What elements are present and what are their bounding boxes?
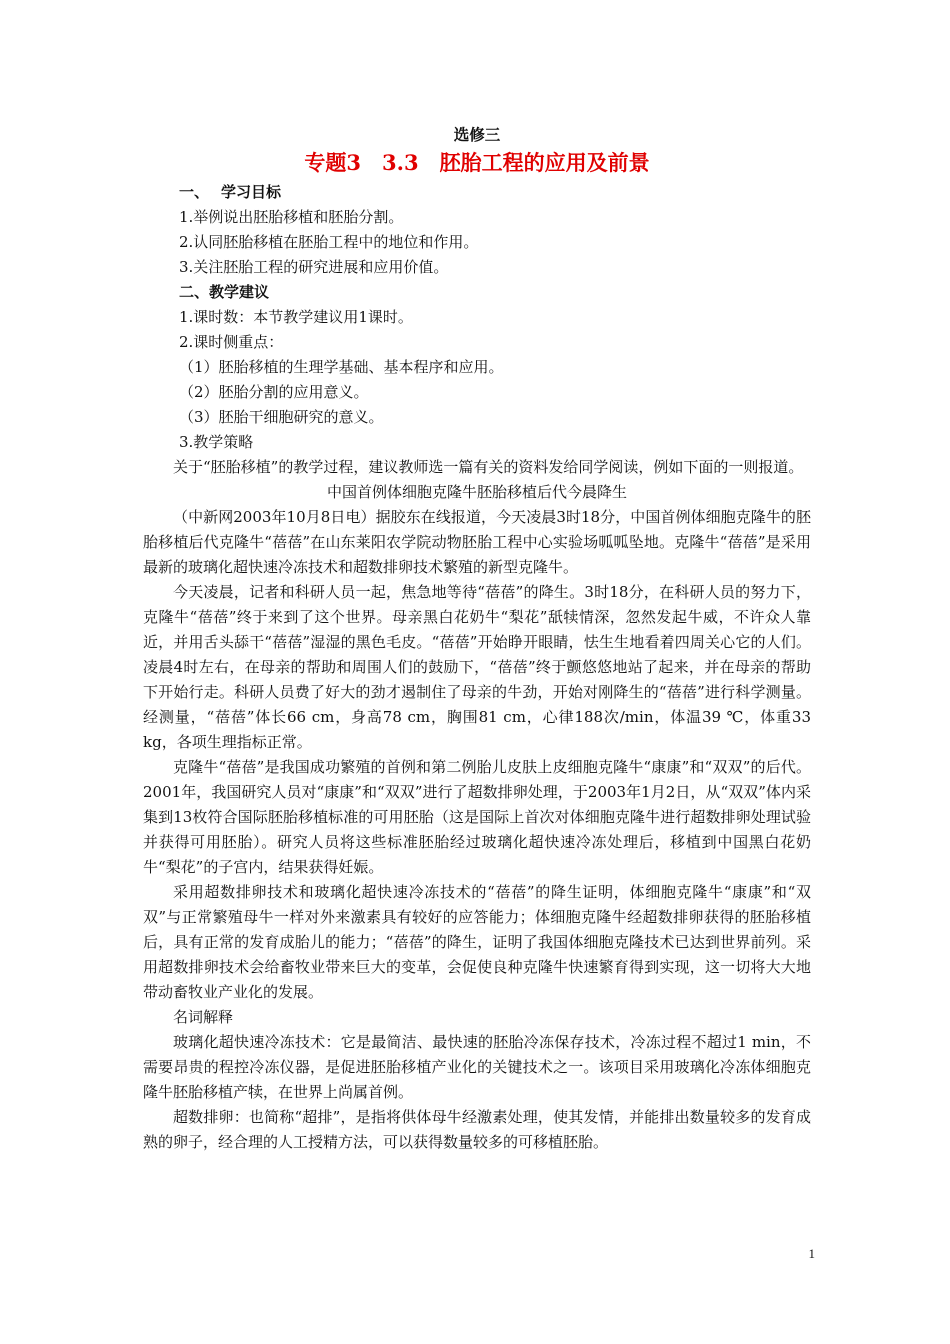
article-paragraph: 克隆牛“蓓蓓”是我国成功繁殖的首例和第二例胎儿皮肤上皮细胞克隆牛“康康”和“双双”的后代。2001年，我国研究人员对“康康”和“双双”进行了超数排卵处理，于2003年1月2日，从“双双”体内采集到13枚符合国际胚胎移植标准的可用胚胎（这是国际上首次对体细胞克隆牛进行超数排卵处理试验并获得可用胚胎）。研究人员将这些标准胚胎经过玻璃化超快速冷冻处理后，移植到中国黑白花奶牛“梨花”的子宫内，结果获得妊娠。 [143,758,811,876]
document-body [143,122,811,1155]
glossary-entry: 超数排卵：也简称“超排”，是指将供体母牛经激素处理，使其发情，并能排出数量较多的发育成熟的卵子，经合理的人工授精方法，可以获得数量较多的可移植胚胎。 [143,1108,811,1151]
focus-item: （2）胚胎分割的应用意义。 [179,383,369,401]
focus-title: 2.课时侧重点： [179,333,284,351]
article-paragraph: （中新网2003年10月8日电）据胶东在线报道，今天凌晨3时18分，中国首例体细胞克隆牛的胚胎移植后代克隆牛“蓓蓓”在山东莱阳农学院动物胚胎工程中心实验场呱呱坠地。克隆牛“蓓蓓”是采用最新的玻璃化超快速冷冻技术和超数排卵技术繁殖的新型克隆牛。 [143,508,811,576]
page-title: 专题3 3.3 胚胎工程的应用及前景 [304,150,650,175]
course-label: 选修三 [453,125,501,144]
page-number: 1 [808,1246,815,1261]
section-number: 一、 [179,183,210,201]
section-title: 学习目标 [221,183,282,201]
section-heading-suggestions: 二、教学建议 [179,283,270,301]
strategy-title: 3.教学策略 [179,433,254,451]
glossary-entry: 玻璃化超快速冷冻技术：它是最简洁、最快速的胚胎冷冻保存技术，冷冻过程不超过1 min，不需要昂贵的程控冷冻仪器，是促进胚胎移植产业化的关键技术之一。该项目采用玻璃化冷冻体细胞克隆牛胚胎移植产犊，在世界上尚属首例。 [143,1033,811,1101]
glossary-title: 名词解释 [173,1008,234,1026]
article-paragraph: 今天凌晨，记者和科研人员一起，焦急地等待“蓓蓓”的降生。3时18分，在科研人员的努力下，克隆牛“蓓蓓”终于来到了这个世界。母亲黑白花奶牛“梨花”舐犊情深，忽然发起牛威，不许众人靠近，并用舌头舔干“蓓蓓”湿湿的黑色毛皮。“蓓蓓”开始睁开眼睛，怯生生地看着四周关心它的人们。凌晨4时左右，在母亲的帮助和周围人们的鼓励下，“蓓蓓”终于颤悠悠地站了起来，并在母亲的帮助下开始行走。科研人员费了好大的劲才遏制住了母亲的牛劲，开始对刚降生的“蓓蓓”进行科学测量。经测量，“蓓蓓”体长66 cm，身高78 cm，胸围81 cm，心律188次/min，体温39 ℃，体重33 kg，各项生理指标正常。 [143,583,811,751]
article-title: 中国首例体细胞克隆牛胚胎移植后代今晨降生 [326,483,627,501]
article-paragraph: 采用超数排卵技术和玻璃化超快速冷冻技术的“蓓蓓”的降生证明，体细胞克隆牛“康康”和“双双”与正常繁殖母牛一样对外来激素具有较好的应答能力；体细胞克隆牛经超数排卵获得的胚胎移植后，具有正常的发育成胎儿的能力；“蓓蓓”的降生，证明了我国体细胞克隆技术已达到世界前列。采用超数排卵技术会给畜牧业带来巨大的变革，会促使良种克隆牛快速繁育得到实现，这一切将大大地带动畜牧业产业化的发展。 [143,883,811,1001]
objective-item: 1.举例说出胚胎移植和胚胎分割。 [179,208,404,226]
objective-item: 2.认同胚胎移植在胚胎工程中的地位和作用。 [179,233,479,251]
focus-item: （1）胚胎移植的生理学基础、基本程序和应用。 [179,358,504,376]
strategy-intro: 关于“胚胎移植”的教学过程，建议教师选一篇有关的资料发给同学阅读，例如下面的一则报道。 [173,458,804,476]
focus-item: （3）胚胎干细胞研究的意义。 [179,408,384,426]
section-heading-objectives [143,180,811,205]
objective-item: 3.关注胚胎工程的研究进展和应用价值。 [179,258,449,276]
class-hours: 1.课时数：本节教学建议用1课时。 [179,308,413,326]
